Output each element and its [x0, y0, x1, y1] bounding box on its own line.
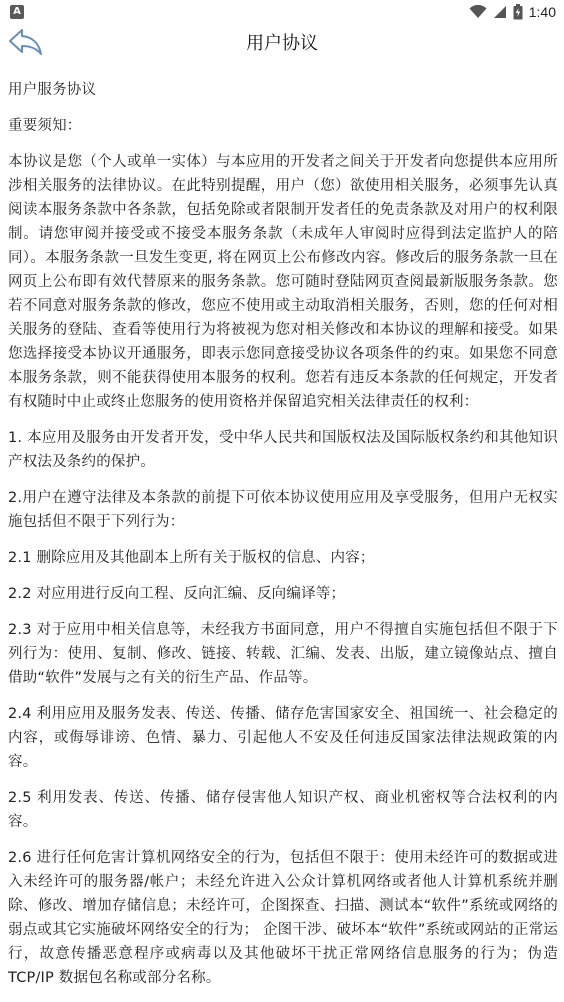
clause-2-3: 2.3 对于应用中相关信息等，未经我方书面同意，用户不得擅自实施包括但不限于下列行为：使用、复制、修改、链接、转载、汇编、发表、出版，建立镜像站点、擅自借助“软件”发展与之有关的衍生产品、作品等。 [8, 622, 558, 686]
clause-2-5: 2.5 利用发表、传送、传播、储存侵害他人知识产权、商业机密权等合法权利的内容。 [8, 790, 558, 830]
notification-a-icon: A [10, 5, 24, 19]
clause-2-6: 2.6 进行任何危害计算机网络安全的行为，包括但不限于：使用未经许可的数据或进入未经许可的服务器/帐户；未经允许进入公众计算机网络或者他人计算机系统并删除、修改、增加存储信息；未经许可，企图探查、扫描、测试本“软件”系统或网络的弱点或其它实施破坏网络安全的行为； 企图干涉、破坏本“软件”系统或网站的正常运行，故意传播恶意程序或病毒以及其他破坏干扰正常网络信息服务的行为；伪造 TCP/IP 数据包名称或部分名称。 [8, 850, 558, 986]
clause-2-1: 2.1 删除应用及其他副本上所有关于版权的信息、内容； [8, 550, 375, 566]
clause-1: 1. 本应用及服务由开发者开发，受中华人民共和国版权法及国际版权条约和其他知识产权法及条约的保护。 [8, 430, 558, 470]
status-bar [0, 0, 564, 24]
app-bar [0, 24, 564, 64]
agreement-intro-paragraph: 本协议是您（个人或单一实体）与本应用的开发者之间关于开发者向您提供本应用所涉相关服务的法律协议。在此特别提醒，用户（您）欲使用相关服务，必须事先认真阅读本服务条款中各条款，包括免除或者限制开发者任的免责条款及对用户的权利限制。请您审阅并接受或不接受本服务条款（未成年人审阅时应得到法定监护人的陪同）。本服务条款一旦发生变更, 将在网页上公布修改内容。修改后的服务条款一旦在网页上公布即有效代替原来的服务条款。您可随时登陆网页查阅最新版服务条款。您若不同意对服务条款的修改，您应不使用或主动取消相关服务，否则，您的任何对相关服务的登陆、查看等使用行为将被视为您对相关修改和本协议的理解和接受。如果您选择接受本协议开通服务，即表示您同意接受协议各项条件的约束。如果您不同意本服务条款，则不能获得使用本服务的权利。您若有违反本条款的任何规定，开发者有权随时中止或终止您服务的使用资格并保留追究相关法律责任的权利： [8, 154, 558, 410]
back-arrow-icon [8, 27, 44, 61]
status-time: 1:40 [528, 4, 556, 20]
cell-signal-icon [493, 5, 507, 19]
agreement-content [8, 64, 558, 1002]
agreement-heading: 用户服务协议 [8, 82, 97, 98]
wifi-icon [469, 5, 487, 19]
page-title: 用户协议 [246, 33, 318, 54]
clause-2-2: 2.2 对应用进行反向工程、反向汇编、反向编译等； [8, 586, 346, 602]
status-icons [469, 3, 556, 21]
important-notice-label: 重要须知： [8, 118, 82, 134]
back-button[interactable] [6, 24, 46, 64]
clause-2: 2.用户在遵守法律及本条款的前提下可依本协议使用应用及享受服务，但用户无权实施包括但不限于下列行为： [8, 490, 558, 530]
clause-2-4: 2.4 利用应用及服务发表、传送、传播、储存危害国家安全、祖国统一、社会稳定的内容，或侮辱诽谤、色情、暴力、引起他人不安及任何违反国家法律法规政策的内容。 [8, 706, 558, 770]
battery-icon [513, 4, 523, 20]
